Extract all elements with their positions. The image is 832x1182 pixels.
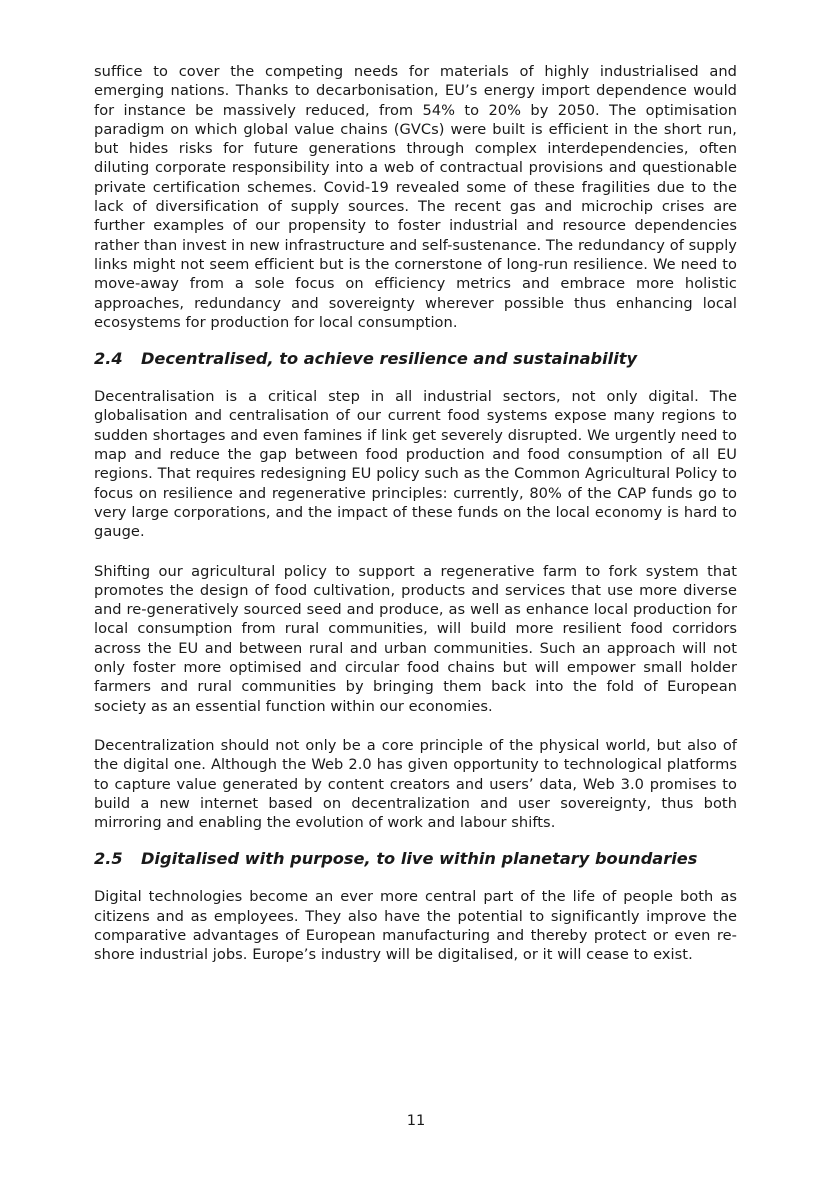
section-heading-2-5	[94, 848, 737, 870]
paragraph-decentralisation-food: Decentralisation is a critical step in all industrial sectors, not only digital. The globalisation and centralisation of our current food systems expose many regions to sudden shortages and even famines if link get severely disrupted. We urgently need to map and reduce the gap between food production and food consumption of all EU regions. That requires redesigning EU policy such as the Common Agricultural Policy to focus on resilience and regenerative principles: currently, 80% of the CAP funds go to very large corporations, and the impact of these funds on the local economy is hard to gauge.	[94, 388, 737, 541]
section-title: Digitalised with purpose, to live within planetary boundaries	[141, 849, 698, 869]
section-number: 2.5	[94, 849, 123, 869]
paragraph-digital-technologies: Digital technologies become an ever more central part of the life of people both as citizens and as employees. They also have the potential to significantly improve the comparative advantages of European manufacturing and thereby protect or even re-shore industrial jobs. Europe’s industry will be digitalised, or it will cease to exist.	[94, 888, 737, 964]
section-title: Decentralised, to achieve resilience and sustainability	[141, 349, 638, 369]
section-heading-2-4	[94, 348, 737, 370]
document-page	[94, 60, 737, 965]
paragraph-supply-chains: suffice to cover the competing needs for materials of highly industrialised and emerging nations. Thanks to decarbonisation, EU’s energy import dependence would for instance be massively reduced, from 54% to 20% by 2050. The optimisation paradigm on which global value chains (GVCs) were built is efficient in the short run, but hides risks for future generations through complex interdependencies, often diluting corporate responsibility into a web of contractual provisions and questionable private certification schemes. Covid-19 revealed some of these fragilities due to the lack of diversification of supply sources. The recent gas and microchip crises are further examples of our propensity to foster industrial and resource dependencies rather than invest in new infrastructure and self-sustenance. The redundancy of supply links might not seem efficient but is the cornerstone of long-run resilience. We need to move-away from a sole focus on efficiency metrics and embrace more holistic approaches, redundancy and sovereignty wherever possible thus enhancing local ecosystems for production for local consumption.	[94, 63, 737, 331]
section-number: 2.4	[94, 349, 123, 369]
paragraph-agricultural-policy: Shifting our agricultural policy to support a regenerative farm to fork system that promotes the design of food cultivation, products and services that use more diverse and re-generatively sourced seed and produce, as well as enhance local production for local consumption from rural communities, will build more resilient food corridors across the EU and between rural and urban communities. Such an approach will not only foster more optimised and circular food chains but will empower small holder farmers and rural communities by bringing them back into the fold of European society as an essential function within our economies.	[94, 562, 737, 715]
page-number: 11	[406, 1112, 426, 1129]
paragraph-decentralization-digital: Decentralization should not only be a core principle of the physical world, but also of the digital one. Although the Web 2.0 has given opportunity to technological platforms to capture value generated by content creators and users’ data, Web 3.0 promises to build a new internet based on decentralization and user sovereignty, thus both mirroring and enabling the evolution of work and labour shifts.	[94, 736, 737, 832]
